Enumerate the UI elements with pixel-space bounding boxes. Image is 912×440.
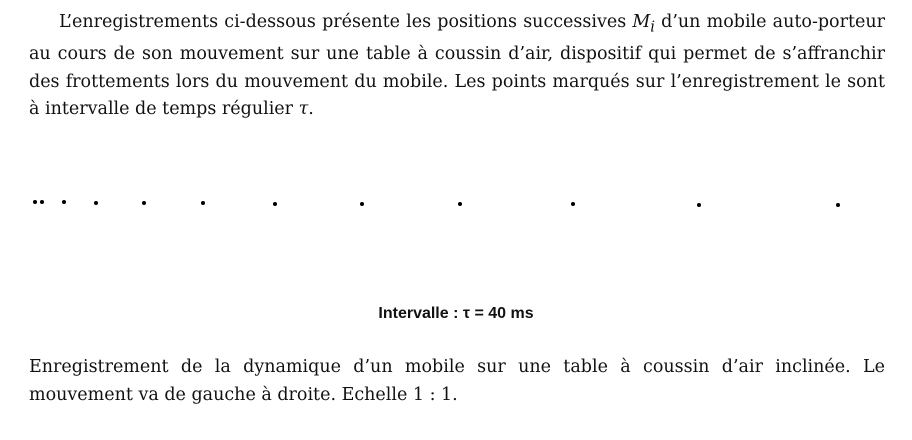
position-dot-4 [94, 201, 98, 205]
position-symbol [632, 12, 655, 36]
intro-text-2: d’un mobile auto-porteur au cours de son mouvement sur une table à coussin d’air, dispositif qui permet de s’affranchir des frottements lors du mouvement du mobile. Les points marqués sur l’enregistrement le sont à intervalle de temps régulier [29, 12, 885, 119]
position-dot-5 [142, 201, 146, 205]
intro-text-3: . [308, 99, 314, 119]
position-dot-9 [458, 202, 462, 206]
tau-symbol: τ [298, 99, 309, 119]
position-recording [0, 180, 912, 220]
position-dot-11 [697, 203, 701, 207]
position-dot-2 [40, 200, 44, 204]
position-dot-12 [836, 203, 840, 207]
position-dot-1 [33, 200, 37, 204]
position-symbol-index: i [650, 18, 655, 36]
intro-text-1: L’enregistrements ci-dessous présente les positions successives [59, 12, 633, 32]
position-dot-6 [201, 201, 205, 205]
intro-paragraph [29, 9, 885, 124]
position-dot-7 [273, 202, 277, 206]
position-dot-10 [571, 202, 575, 206]
recording-caption: Enregistrement de la dynamique d’un mobile sur une table à coussin d’air inclinée. Le mouvement va de gauche à droite. Echelle 1 : 1. [29, 357, 885, 405]
interval-label: Intervalle : τ = 40 ms [378, 305, 534, 322]
position-symbol-letter: M [632, 12, 651, 32]
position-dot-3 [62, 200, 66, 204]
position-dot-8 [360, 202, 364, 206]
